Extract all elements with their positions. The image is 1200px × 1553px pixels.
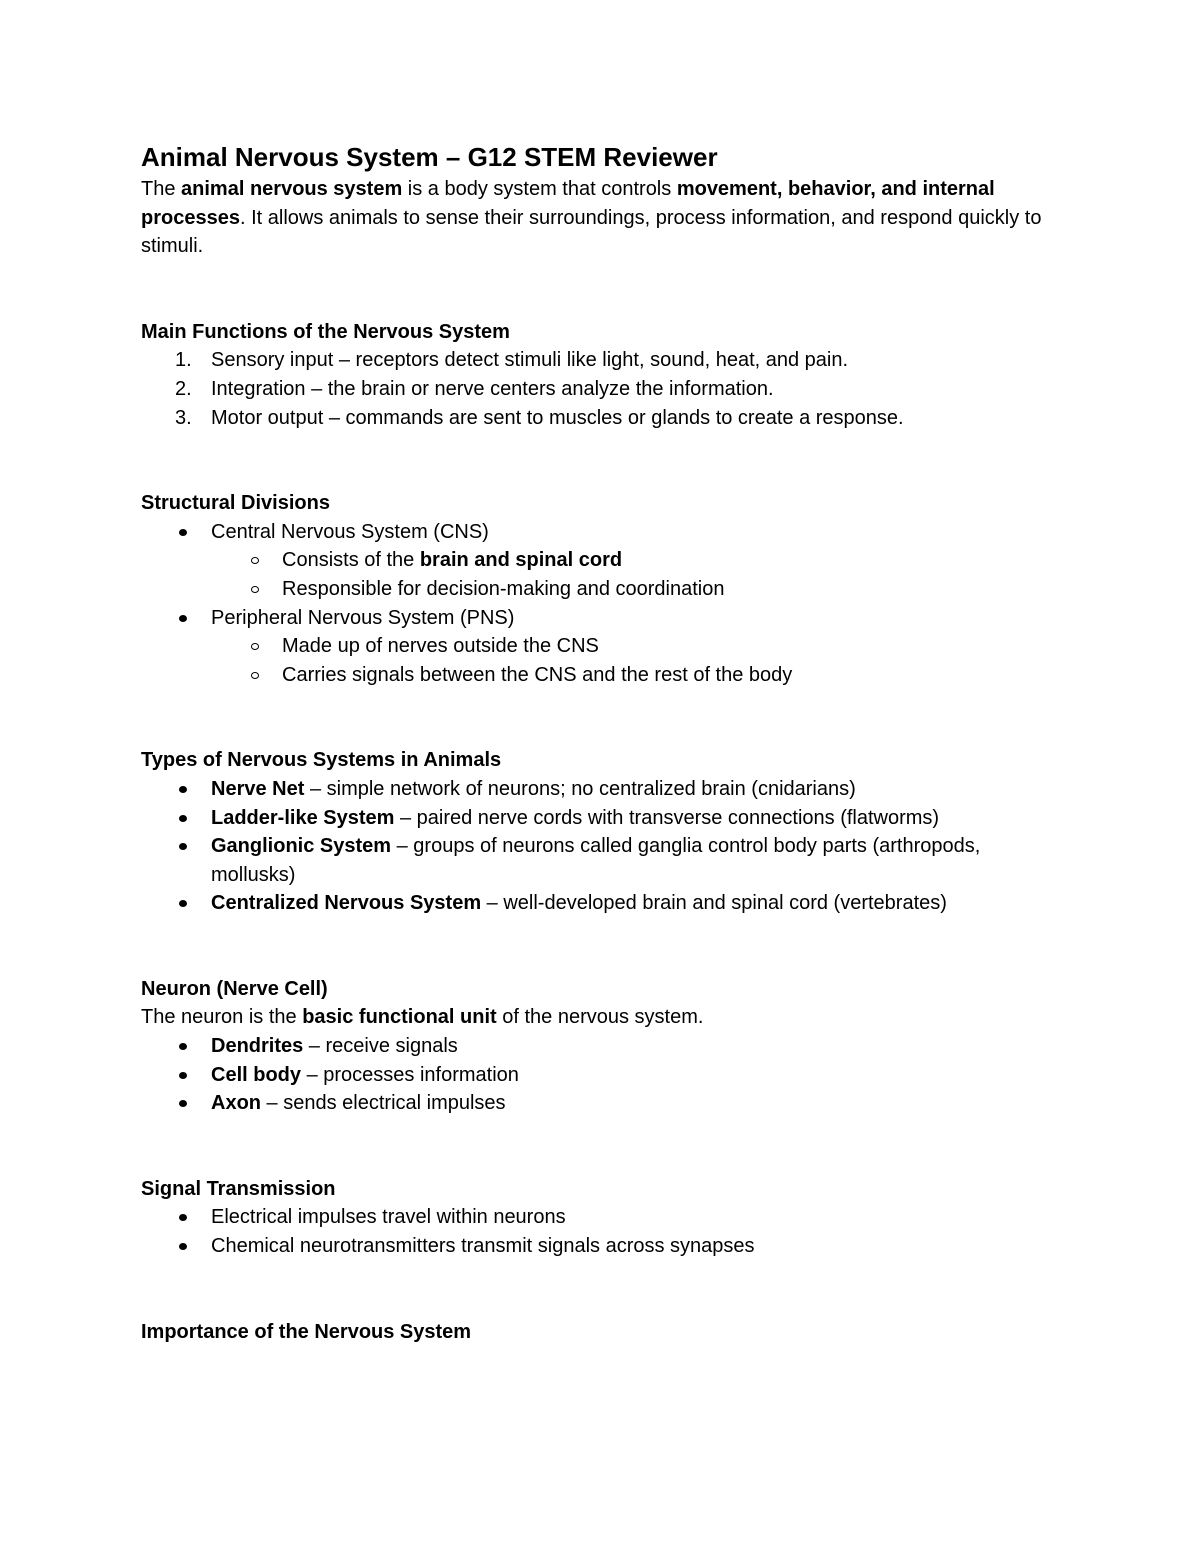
list-item-text: Sensory input – receptors detect stimuli like light, sound, heat, and pain. bbox=[211, 349, 849, 372]
list-item bbox=[141, 518, 1061, 604]
list-item-text: Chemical neurotransmitters transmit signals across synapses bbox=[211, 1235, 755, 1258]
sub-list-item bbox=[141, 546, 1061, 575]
list-item-desc: – simple network of neurons; no centralized brain (cnidarians) bbox=[304, 777, 856, 800]
list-item bbox=[141, 889, 1061, 918]
list-item-term: Dendrites bbox=[211, 1035, 304, 1058]
bullet-icon bbox=[179, 786, 187, 793]
sub-list-item bbox=[141, 575, 1061, 604]
neuron-heading: Neuron (Nerve Cell) bbox=[141, 977, 328, 1000]
list-item bbox=[141, 775, 1061, 804]
document-title: Animal Nervous System – G12 STEM Reviewer bbox=[141, 142, 718, 172]
spacer bbox=[141, 261, 1061, 318]
list-item bbox=[141, 604, 1061, 690]
spacer bbox=[141, 918, 1061, 975]
sub-list-item bbox=[141, 661, 1061, 690]
signal-list bbox=[141, 1203, 1061, 1260]
list-item-text: Peripheral Nervous System (PNS) bbox=[211, 606, 515, 629]
sub-item-text: Made up of nerves outside the CNS bbox=[282, 635, 599, 658]
intro-text-3: . It allows animals to sense their surroundings, process information, and respond quickly to stimuli. bbox=[141, 206, 1042, 258]
spacer bbox=[141, 689, 1061, 746]
list-item bbox=[141, 375, 1061, 404]
list-item bbox=[141, 1089, 1061, 1118]
list-item bbox=[141, 404, 1061, 433]
list-item-term: Cell body bbox=[211, 1063, 302, 1086]
list-item-desc: – receive signals bbox=[303, 1035, 458, 1058]
list-item bbox=[141, 1032, 1061, 1061]
list-item-text: Central Nervous System (CNS) bbox=[211, 520, 489, 543]
bullet-icon bbox=[179, 900, 187, 907]
intro-text-2: is a body system that controls bbox=[402, 178, 677, 200]
bullet-icon bbox=[179, 615, 187, 622]
hollow-bullet-icon bbox=[251, 672, 259, 679]
spacer bbox=[141, 1118, 1061, 1175]
hollow-bullet-icon bbox=[251, 586, 259, 593]
hollow-bullet-icon bbox=[251, 557, 259, 564]
bullet-icon bbox=[179, 1043, 187, 1050]
list-item-term: Nerve Net bbox=[211, 777, 305, 800]
sub-item-text: Responsible for decision-making and coordination bbox=[282, 577, 725, 600]
spacer bbox=[141, 432, 1061, 489]
intro-bold-2: movement, behavior, and internal processes bbox=[141, 178, 995, 229]
neuron-intro-text-2: of the nervous system. bbox=[496, 1006, 704, 1029]
divisions-list bbox=[141, 518, 1061, 690]
list-item bbox=[141, 1203, 1061, 1232]
intro-text-1: The bbox=[141, 178, 182, 200]
list-item-desc: – groups of neurons called ganglia control body parts (arthropods, mollusks) bbox=[211, 835, 981, 886]
intro-paragraph bbox=[141, 175, 1061, 261]
divisions-heading: Structural Divisions bbox=[141, 492, 330, 515]
list-item bbox=[141, 804, 1061, 833]
pns-sublist bbox=[141, 632, 1061, 689]
types-heading: Types of Nervous Systems in Animals bbox=[141, 749, 502, 772]
functions-heading: Main Functions of the Nervous System bbox=[141, 320, 510, 343]
neuron-intro bbox=[141, 1003, 1061, 1032]
sub-list-item bbox=[141, 632, 1061, 661]
list-item bbox=[141, 346, 1061, 375]
bullet-icon bbox=[179, 843, 187, 850]
list-item-term: Centralized Nervous System bbox=[211, 892, 482, 915]
bullet-icon bbox=[179, 1243, 187, 1250]
sub-item-text: Consists of the bbox=[282, 549, 420, 572]
list-item bbox=[141, 1061, 1061, 1090]
sub-item-text: Carries signals between the CNS and the rest of the body bbox=[282, 663, 793, 686]
list-item-text: Electrical impulses travel within neurons bbox=[211, 1206, 566, 1229]
list-item bbox=[141, 1232, 1061, 1261]
list-number: 2. bbox=[175, 377, 192, 400]
signal-heading: Signal Transmission bbox=[141, 1177, 336, 1200]
neuron-intro-text-1: The neuron is the bbox=[141, 1006, 303, 1029]
bullet-icon bbox=[179, 1072, 187, 1079]
list-number: 3. bbox=[175, 406, 192, 429]
list-item-desc: – processes information bbox=[301, 1063, 519, 1086]
document-page bbox=[141, 140, 1061, 1346]
functions-list bbox=[141, 346, 1061, 432]
list-number: 1. bbox=[175, 349, 192, 372]
types-list bbox=[141, 775, 1061, 918]
list-item-term: Ganglionic System bbox=[211, 835, 392, 858]
list-item bbox=[141, 832, 1061, 889]
list-item-text: Motor output – commands are sent to muscles or glands to create a response. bbox=[211, 406, 904, 429]
list-item-desc: – sends electrical impulses bbox=[261, 1092, 506, 1115]
importance-heading: Importance of the Nervous System bbox=[141, 1320, 472, 1343]
list-item-desc: – paired nerve cords with transverse connections (flatworms) bbox=[394, 806, 940, 829]
bullet-icon bbox=[179, 1100, 187, 1107]
list-item-text: Integration – the brain or nerve centers analyze the information. bbox=[211, 377, 774, 400]
list-item-desc: – well-developed brain and spinal cord (vertebrates) bbox=[481, 892, 947, 915]
list-item-term: Axon bbox=[211, 1092, 261, 1115]
cns-sublist bbox=[141, 546, 1061, 603]
list-item-term: Ladder-like System bbox=[211, 806, 395, 829]
intro-bold-1: animal nervous system bbox=[181, 178, 403, 200]
hollow-bullet-icon bbox=[251, 643, 259, 650]
sub-item-bold: brain and spinal cord bbox=[419, 549, 623, 572]
neuron-list bbox=[141, 1032, 1061, 1118]
bullet-icon bbox=[179, 815, 187, 822]
spacer bbox=[141, 1261, 1061, 1318]
neuron-intro-bold: basic functional unit bbox=[302, 1006, 497, 1029]
bullet-icon bbox=[179, 1214, 187, 1221]
bullet-icon bbox=[179, 529, 187, 536]
